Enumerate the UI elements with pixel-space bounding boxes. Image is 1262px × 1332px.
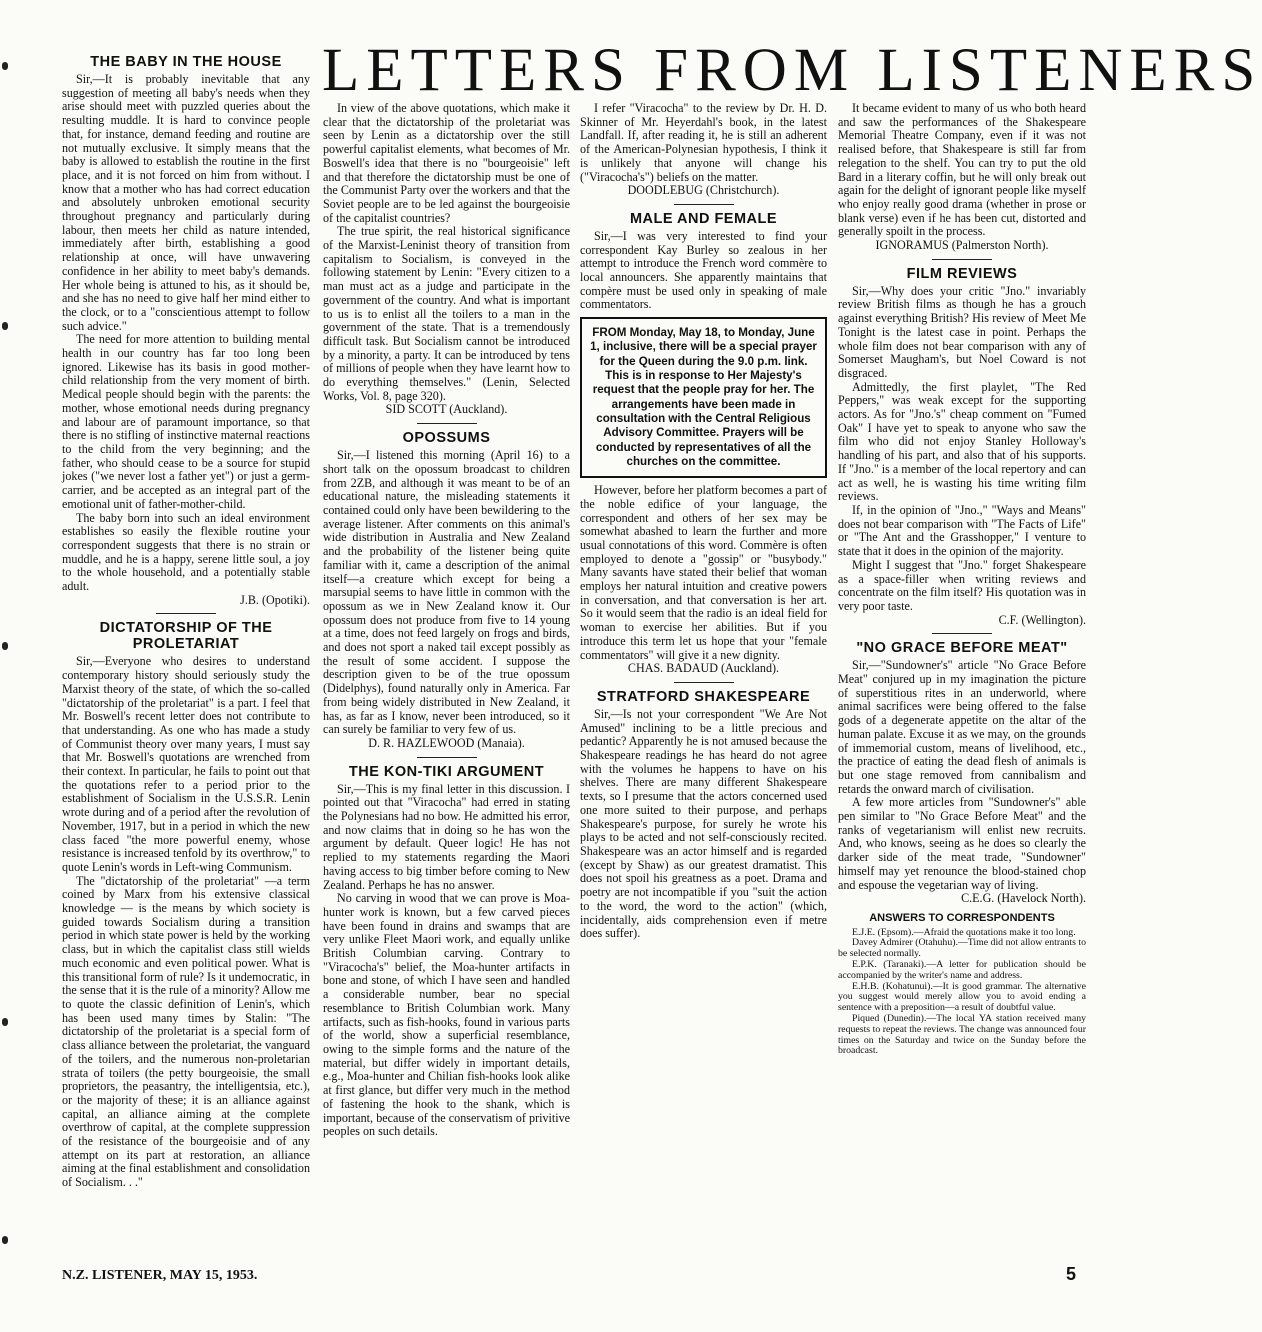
- heading-opossums: OPOSSUMS: [402, 430, 491, 447]
- heading-kon-tiki: THE KON-TIKI ARGUMENT: [348, 763, 545, 780]
- divider: [417, 423, 477, 424]
- heading-film-reviews: FILM REVIEWS: [906, 265, 1018, 282]
- stratford-paragraph-1: Sir,—Is not your correspondent "We Are Not Amused" inclining to be a little precious and pedantic? Apparently he is not amused because the Shakespeare readings he has heard do not agree with the volumes he happens to have on his shelves. There are many different Shakespeare texts, so I presume that the actors concerned used one more suited to their purpose, and perhaps Shakespeare's purpose, for surely he wrote his plays to be acted and not self-consciously recited. Shakespeare was an actor himself and is regarded (except by Shaw) as our greatest dramatist. This does not spoil his greatness as a poet. Drama and poetry are not incompatible if you "suit the action to the word, the word to the action" (which, incidentally, aids comprehension even if metre does suffer).: [580, 706, 827, 941]
- kontiki-paragraph-1: Sir,—This is my final letter in this discussion. I pointed out that "Viracocha" had erred in stating the Polynesians had no bow. He admitted his error, and now claims that in doing so he has won the argument by default. Queer logic! He has not replied to my statements regarding the Maori having access to big timber before coming to New Zealand. Perhaps he has no answer.: [323, 781, 570, 892]
- grace-paragraph-1: Sir,—"Sundowner's" article "No Grace Before Meat" conjured up in my imagination the picture of superstitious rites in an underworld, where animal sacrifices were being offered to the false gods of a degenerate appetite on the altar of the human palate. Excuse it as we may, on the grounds of immemorial custom, means of livelihood, etc., the practice of eating the dead flesh of animals is but one stage removed from cannibalism and retards the onward march of civilisation.: [838, 658, 1086, 796]
- answer-item: E.P.K. (Taranaki).—A letter for publication should be accompanied by the writer's name and address.: [838, 959, 1086, 981]
- column-1: [62, 50, 310, 1255]
- baby-signature: J.B. (Opotiki).: [240, 592, 310, 607]
- dictatorship-paragraph-2: The "dictatorship of the proletariat" —a term coined by Marx from his extensive classical knowledge — is the means by which society is guided towards Socialism during a transition period in which state power is held by the working class, but in which the capitalist class still wields much economic and even political power. What is this transitional form of rule? Is it undemocratic, in the sense that it is the rule of a minority? Allow me to quote the classic definition of Lenin's, which has been used many times by Stalin: "The dictatorship of the proletariat is a special form of class alliance between the proletariat, the vanguard of the toilers, and the numerous non-proletarian strata of toilers (the petty bourgeoisie, the small proprietors, the peasantry, the intelligentsia, etc.), or the majority of these; it is an alliance against capital, an alliance aiming at the complete overthrow of capital, at the complete suppression of the resistance of the bourgeoisie and of any attempt on its part at restoration, an alliance aiming at the final establishment and consolidation of Socialism. . .": [62, 873, 310, 1190]
- heading-no-grace-before-meat: "NO GRACE BEFORE MEAT": [856, 640, 1068, 657]
- kontiki-signature: DOODLEBUG (Christchurch).: [627, 183, 780, 198]
- answer-item: Davey Admirer (Otahuhu).—Time did not allow entrants to be selected normally.: [838, 937, 1086, 960]
- film-paragraph-1: Sir,—Why does your critic "Jno." invariably review British films as though he has a grouch against everything British? His review of Meet Me Tonight is the latest case in point. Perhaps the whole film does not bear comparison with any of Somerset Maugham's, but Noel Coward is not disgraced.: [838, 283, 1086, 380]
- male-signature: CHAS. BADAUD (Auckland).: [627, 661, 780, 676]
- column-3: [580, 102, 827, 1257]
- opossums-signature: D. R. HAZLEWOOD (Manaia).: [368, 735, 525, 750]
- baby-paragraph-2: The need for more attention to building mental health in our country has far too long been ignored. Likewise has its basis in good mother-child relationship from the very moment of birth. Medical people should begin with the parents: the mother, whose emotional needs during pregnancy and labour are of paramount importance, so that there is no stifling of instinctive maternal reactions to the child from the very beginning; and the father, who should cease to be a source for stupid jokes ("we never lost a father yet") or just a germ-carrier, and be accepted as an integral part of the emotional unit of father-mother-child.: [62, 332, 310, 511]
- baby-paragraph-1: Sir,—It is probably inevitable that any suggestion of meeting all baby's needs when they arise should meet with puzzled queries about the resulting muddle. It is hard to convince people that, for instance, demand feeding and routine are not mutually exclusive. It simply means that the baby is allowed to establish the routine in the first place, and it is not forced on him from without. I know that a mother who has had correct education and absolutely unbroken emotional security throughout pregnancy and particularly during labour, then meets her child as nature intended, immediately after birth, establishing a good relationship at once, will have unwavering confidence in her ability to meet baby's demands. Her whole being is attuned to his, as it should be, and she has no need to give half her mind either to the clock, or to a "conscientious attempt to follow such advice.": [62, 72, 310, 333]
- grace-signature: C.E.G. (Havelock North).: [961, 891, 1086, 906]
- scan-mark: [2, 642, 8, 650]
- divider: [932, 633, 992, 634]
- kontiki-paragraph-2: No carving in wood that we can prove is Moa-hunter work is known, but a few carved pieces have been found in drains and swamps that are very unlike Fleet Maori work, and equally unlike British Columbian carving. Contrary to "Viracocha's" belief, the Moa-hunter artifacts in bone and stone, of which I have seen and handled a considerable number, bear no special resemblance to British Columbian work. Many artifacts, such as fish-hooks, found in various parts of the world, show a superficial resemblance, owing to the simple forms and the nature of the material, but differ widely in important details, e.g., Moa-hunter and Chilian fish-hooks look alike at first glance, but differ very much in the method of fastening the hook to the shank, which is important, because of the conservatism of privitive peoples on such details.: [323, 891, 570, 1139]
- dictatorship-signature: SID SCOTT (Auckland).: [385, 402, 508, 417]
- scan-mark: [2, 1236, 8, 1244]
- kontiki-paragraph-3: I refer "Viracocha" to the review by Dr. H. D. Skinner of Mr. Heyerdahl's book, in the latest Landfall. If, after reading it, he is still an adherent of the American-Polynesian hypothesis, I think it is unlikely that anyone will change his ("Viracocha's") beliefs on the matter.: [580, 101, 827, 184]
- footer-issue-date: N.Z. LISTENER, MAY 15, 1953.: [62, 1268, 258, 1283]
- column-4: [838, 102, 1086, 1257]
- heading-answers: ANSWERS TO CORRESPONDENTS: [869, 911, 1055, 924]
- film-paragraph-4: Might I suggest that "Jno." forget Shakespeare as a space-filler when writing reviews and concentrate on the film itself? His quotation was in very poor taste.: [838, 557, 1086, 613]
- grace-paragraph-2: A few more articles from "Sundowner's" able pen similar to "No Grace Before Meat" and the ranks of vegetarianism will enlist new recruits. And, who knows, seeing as he does so clearly the darker side of the meat trade, "Sundowner" himself may yet renounce the blood-stained chop and espouse the vegetarian way of living.: [838, 795, 1086, 892]
- column-2: [323, 102, 570, 1257]
- page-number: 5: [1066, 1264, 1077, 1284]
- scan-mark: [2, 322, 8, 330]
- heading-baby-in-the-house: THE BABY IN THE HOUSE: [90, 54, 282, 70]
- divider: [674, 204, 734, 205]
- prayer-notice-box: FROM Monday, May 18, to Monday, June 1, inclusive, there will be a special prayer for the Queen during the 9.0 p.m. link. This is in response to Her Majesty's request that the people pray for her. The arrangements have been made in consultation with the Central Religious Advisory Committee. Prayers will be conducted by representatives of all the churches on the committee.: [580, 317, 827, 478]
- dictatorship-paragraph-3: In view of the above quotations, which make it clear that the dictatorship of the proletariat was seen by Lenin as a dictatorship over the still powerful capitalist elements, what becomes of Mr. Boswell's idea that there is no "bourgeoisie" left and that therefore the dictatorship must be one of the Communist Party over the workers and that the Soviet people are to be led against the bourgeoisie of the capitalist countries?: [323, 101, 570, 225]
- answers-to-correspondents: [838, 912, 1086, 1057]
- divider: [674, 682, 734, 683]
- answer-item: E.J.E. (Epsom).—Afraid the quotations make it too long.: [852, 926, 1076, 938]
- heading-male-and-female: MALE AND FEMALE: [629, 210, 778, 227]
- heading-dictatorship: DICTATORSHIP OF THE PROLETARIAT: [99, 620, 273, 653]
- scan-mark: [2, 1018, 8, 1026]
- stratford-paragraph-2: It became evident to many of us who both heard and saw the performances of the Shakespeare Memorial Theatre Company, even if it was not realised before, that Shakespeare is still far from relegation to the shelf. You can try to put the old Bard in a literary coffin, but he will only break out again for the delight of ignorant people like myself who enjoy really good drama (whether in prose or blank verse) even if he has been cut, distorted and generally spoilt in the process.: [838, 101, 1086, 239]
- heading-stratford-shakespeare: STRATFORD SHAKESPEARE: [596, 688, 811, 705]
- dictatorship-paragraph-1: Sir,—Everyone who desires to understand contemporary history should seriously study the Marxist theory of the state, of which the so-called "dictatorship of the proletariat" is a part. I feel that Mr. Boswell's recent letter does not contribute to that understanding. As one who has made a study of Communist theory over many years, I must say that Mr. Boswell's quotations are wrenched from their context. In particular, he fails to point out that the quotations refer to a period prior to the establishment of Socialism in the U.S.S.R. Lenin wrote during and of a period after the revolution of November, 1917, but in a period in which the new class faced "the more powerful enemy, whose resistance is increased tenfold by its overthrow," to quote Lenin's words in Left-wing Communism.: [62, 654, 310, 874]
- film-paragraph-3: If, in the opinion of "Jno.," "Ways and Means" does not bear comparison with "The Facts of Life" or "The Ant and the Grasshopper," I venture to state that it does in the opinion of the majority.: [838, 502, 1086, 559]
- answer-item: Piqued (Dunedin).—The local YA station received many requests to repeat the reviews. The change was announced four times on the Saturday and twice on the Sunday before the broadcast.: [838, 1013, 1086, 1057]
- film-paragraph-2: Admittedly, the first playlet, "The Red Peppers," was weak except for the supporting actors. As for "Jno.'s" cheap comment on "Fumed Oak" I have yet to speak to anyone who saw the film who did not enjoy Stanley Holloway's handling of his part, and also that of his supports. If "Jno." is a member of the local repertory and can act as well, he is wasting his time writing film reviews.: [838, 379, 1086, 504]
- opossums-paragraph-1: Sir,—I listened this morning (April 16) to a short talk on the opossum broadcast to children from 2ZB, and although it was meant to be of an educational nature, the misleading statements it contained could only have been bewildering to the average listener. After comments on this animal's wide distribution in Australia and New Zealand and the probability of the listener being quite familiar with it, came a description of the animal itself—a creature which except for being a marsupial seems to have little in common with the opossum as we in New Zealand know it. Our opossum does not produce from five to 14 young at a time, does not feed largely on frogs and birds, and does not sport a naked tail except possibly as the result of some accident. I suppose the description given to be of the true opossum (Didelphys), found naturally only in America. Far from being widely distributed in New Zealand, it has, as far as I know, never been introduced, so it can surely be familiar to very few of us.: [323, 448, 570, 737]
- male-paragraph-2: However, before her platform becomes a part of the noble edifice of your language, the correspondent and others of her sex may be somewhat abashed to learn the further and more usual connotations of this word. Commère is often employed to denote a "gossip" or "busybody." Many savants have stated their belief that woman employs her natural intuition and creative powers in conversation, and that conversation is her art. So it would seem that the radio is an ideal field for woman to exercise her abilities. But if you introduce this term let us hope that your "female commentators" will give it a new dignity.: [580, 483, 827, 662]
- answer-item: E.H.B. (Kohatunui).—It is good grammar. The alternative you suggest would merely allow you to avoid ending a sentence with a preposition—a result of doubtful value.: [838, 980, 1086, 1014]
- male-paragraph-1: Sir,—I was very interested to find your correspondent Kay Burley so zealous in her attempt to introduce the French word commère to local announcers. She apparently maintains that compère must be used only in speaking of male commentators.: [580, 228, 827, 312]
- divider: [932, 259, 992, 260]
- dictatorship-paragraph-4: The true spirit, the real historical significance of the Marxist-Leninist theory of transition from capitalism to Socialism, is conveyed in the following statement by Lenin: "Every citizen to a man must act as a judge and participate in the government of the country. And what is important to us is to enlist all the toilers to a man in the government of the state. That is a tremendously difficult task. But Socialism cannot be introduced by a minority, a party. It can be introduced by tens of millions of people when they have learnt how to do everything themselves." (Lenin, Selected Works, Vol. 8, page 320).: [323, 224, 570, 403]
- film-signature: C.F. (Wellington).: [998, 612, 1086, 627]
- stratford-signature: IGNORAMUS (Palmerston North).: [875, 238, 1049, 253]
- divider: [417, 757, 477, 758]
- scan-mark: [2, 62, 8, 70]
- divider: [156, 613, 216, 614]
- baby-paragraph-3: The baby born into such an ideal environment establishes so easily the flexible routine your correspondent suggests that there is no strain or muddle, and he is a happy, serene little soul, a joy to the whole household, and a potentially stable adult.: [62, 510, 310, 594]
- masthead: LETTERS FROM LISTENERS: [322, 37, 1262, 104]
